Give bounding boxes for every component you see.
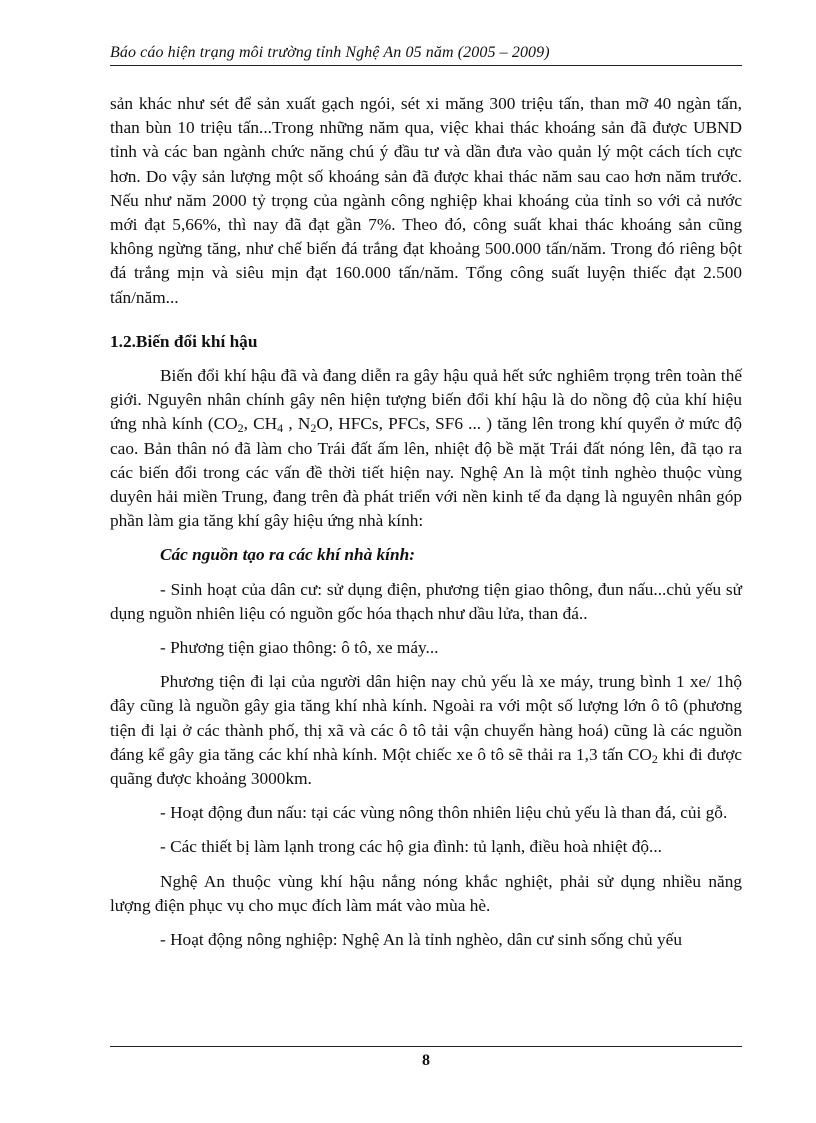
page-number: 8 [422, 1052, 430, 1069]
list-item-living: - Sinh hoạt của dân cư: sử dụng điện, phương tiện giao thông, đun nấu...chủ yếu sử dụng nguồn nhiên liệu có nguồn gốc hóa thạch như dầu lửa, than đá.. [110, 579, 742, 623]
climate-paragraph-1: Biến đổi khí hậu đã và đang diễn ra gây hậu quả hết sức nghiêm trọng trên toàn thế giới. Nguyên nhân chính gây nên hiện tượng biến đổi khí hậu là do nồng độ của khí hiệu ứng nhà kính ($CO_2$, $CH_4$ , $N_2O$, HFCs, PFCs, SF6 ... ) tăng lên trong khí quyển ở mức độ cao. Bản thân nó đã làm cho Trái đất ấm lên, nhiệt độ bề mặt Trái đất nóng lên, đã tạo ra các biến đổi trong các vấn đề thời tiết hiện nay. Nghệ An là một tỉnh nghèo thuộc vùng duyên hải miền Trung, đang trên đà phát triển với nền kinh tế đa dạng là nguyên nhân góp phần làm gia tăng khí gây hiệu ứng nhà kính: [110, 366, 743, 531]
list-item-cooking: - Hoạt động đun nấu: tại các vùng nông thôn nhiên liệu chủ yếu là than đá, củi gỗ. [160, 803, 728, 823]
ch4-formula: $CH_4$ [253, 414, 284, 436]
transport-paragraph: Phương tiện đi lại của người dân hiện nay chủ yếu là xe máy, trung bình 1 xe/ 1hộ đây cũng là nguồn gây gia tăng khí nhà kính. Ngoài ra với một số lượng lớn ô tô (phương tiện đi lại ở các thành phố, thị xã và các ô tô tải vận chuyển hàng hoá) cũng là các nguồn đáng kể gây gia tăng các khí nhà kính. Một chiếc xe ô tô sẽ thải ra 1,3 tấn $CO_2$ khi đi được quãng được khoảng 3000km. [110, 672, 742, 789]
climate-text-end: , HFCs, PFCs, SF6 ... ) tăng lên trong khí quyển ở mức độ cao. Bản thân nó đã làm cho Trái đất ấm lên, nhiệt độ bề mặt Trái đất nóng lên, đã tạo ra các biến đổi trong các vấn đề thời tiết hiện nay. Nghệ An là một tỉnh nghèo thuộc vùng duyên hải miền Trung, đang trên đà phát triển với nền kinh tế đa dạng là nguyên nhân góp phần làm gia tăng khí gây hiệu ứng nhà kính: [110, 414, 743, 531]
co2-formula: $CO_2$ [213, 414, 244, 436]
running-header: Báo cáo hiện trạng môi trường tỉnh Nghệ An 05 năm (2005 – 2009) [110, 44, 550, 61]
n2o-formula: $N_2O$ [297, 414, 329, 436]
list-item-cooling: - Các thiết bị làm lạnh trong các hộ gia đình: tủ lạnh, điều hoà nhiệt độ... [160, 837, 662, 857]
page-content [110, 92, 742, 962]
co2-formula: $CO_2$ [627, 744, 658, 766]
list-item-transport: - Phương tiện giao thông: ô tô, xe máy... [160, 638, 439, 658]
sources-heading: Các nguồn tạo ra các khí nhà kính: [160, 545, 415, 565]
footer-divider [110, 1046, 742, 1047]
list-item-agriculture: - Hoạt động nông nghiệp: Nghệ An là tỉnh nghèo, dân cư sinh sống chủ yếu [160, 930, 682, 950]
climate-text-start: Biến đổi khí hậu đã và đang diễn ra gây hậu quả hết sức nghiêm trọng trên toàn thế giới. Nguyên nhân chính gây nên hiện tượng biến đổi khí hậu là do nồng độ của khí hiệu ứng nhà kính ( [110, 366, 742, 434]
section-heading: 1.2.Biến đổi khí hậu [110, 331, 258, 351]
climate-paragraph-2: Nghệ An thuộc vùng khí hậu nắng nóng khắc nghiệt, phải sử dụng nhiều năng lượng điện phục vụ cho mục đích làm mát vào mùa hè. [110, 871, 742, 915]
intro-paragraph: sản khác như sét để sản xuất gạch ngói, sét xi măng 300 triệu tấn, than mỡ 40 ngàn tấn, than bùn 10 triệu tấn...Trong những năm qua, việc khai thác khoáng sản đã được UBND tỉnh và các ban ngành chức năng chú ý đầu tư và dần đưa vào quản lý một cách tích cực hơn. Do vậy sản lượng một số khoáng sản đã được khai thác năm sau cao hơn năm trước. Nếu như năm 2000 tỷ trọng của ngành công nghiệp khai khoáng của tỉnh so với cả nước mới đạt 5,66%, thì nay đã đạt gần 7%. Theo đó, công suất khai thác khoáng sản cũng không ngừng tăng, như chế biến đá trắng đạt khoảng 500.000 tấn/năm. Trong đó riêng bột đá trắng mịn và siêu mịn đạt 160.000 tấn/năm. Tổng công suất luyện thiếc đạt 2.500 tấn/năm... [110, 94, 742, 307]
header-divider [110, 65, 742, 66]
